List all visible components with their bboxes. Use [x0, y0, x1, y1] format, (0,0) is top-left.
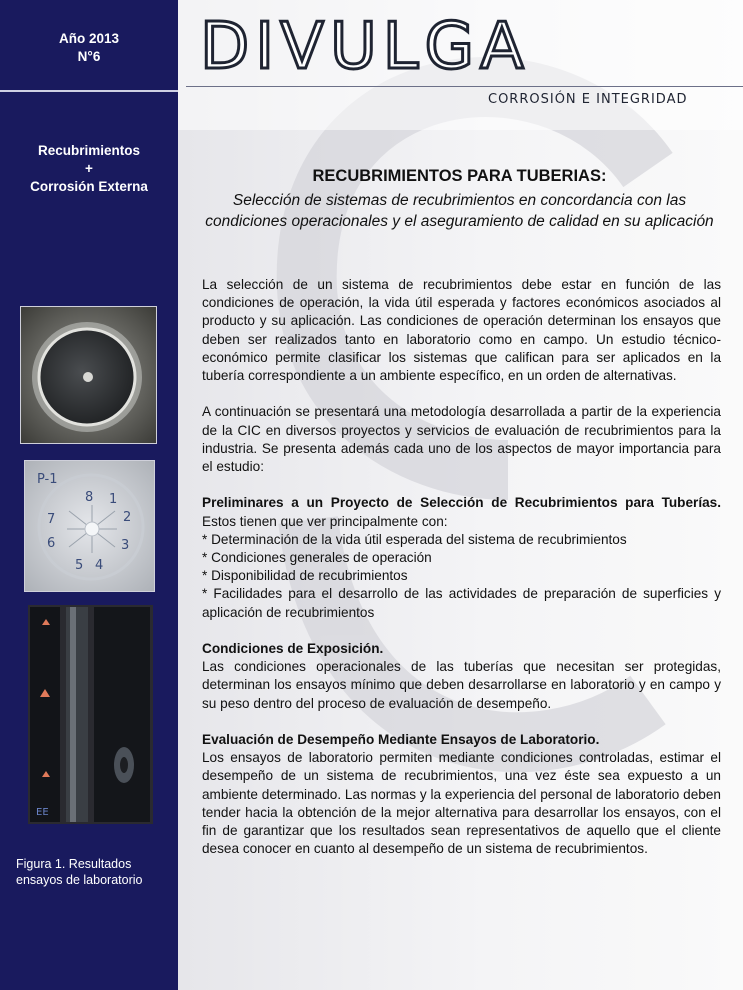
photo-label: 1: [109, 492, 118, 507]
sidebar: [0, 0, 178, 990]
section-heading: Preliminares a un Proyecto de Selección de Recubrimientos para Tuberías.: [202, 495, 721, 511]
paragraph: Los ensayos de laboratorio permiten mediante condiciones controladas, estimar el desempeño de un sistema de recubrimientos, una vez éste sea expuesto a un ambiente determinado. Las normas y la experiencia del personal de laboratorio deben tender hacia la obtención de la mejor alternativa para desarrollar los ensayos, con el fin de garantizar que los resultados sean representativos de aquello que el cliente desea conocer en cuanto al desempeño de un sistema de recubrimientos.: [202, 750, 721, 857]
list-item: * Disponibilidad de recubrimientos: [202, 568, 408, 584]
issue-year: Año 2013: [58, 31, 120, 46]
article-title: RECUBRIMIENTOS PARA TUBERIAS:: [312, 167, 607, 185]
issue-number: N°6: [77, 49, 101, 64]
section-heading: Condiciones de Exposición.: [202, 641, 384, 657]
photo-label: 8: [85, 490, 94, 505]
list-item: * Facilidades para el desarrollo de las actividades de preparación de superficies y aplicación de recubrimientos: [202, 586, 721, 620]
photo-coated-disc-image: [21, 307, 156, 443]
photo-coated-disc: [20, 306, 157, 444]
photo-label: 7: [47, 512, 56, 527]
section-intro: Estos tienen que ver principalmente con:: [202, 513, 448, 529]
section-heading: Evaluación de Desempeño Mediante Ensayos de Laboratorio.: [202, 732, 600, 748]
photo-coated-panels-image: [28, 605, 153, 824]
sidebar-divider: [0, 90, 178, 92]
masthead-divider: [186, 86, 743, 87]
masthead-subtitle: CORROSIÓN E INTEGRIDAD: [488, 92, 688, 107]
paragraph: Las condiciones operacionales de las tuberías que necesitan ser protegidas, determinan los ensayos mínimo que deben desarrollarse en laboratorio y en campo y su peso dentro del proceso de evaluación de desempeño.: [202, 659, 721, 711]
photo-x-cut-test-image: [25, 461, 154, 591]
issue-info: [0, 30, 178, 66]
topic-line: Recubrimientos: [37, 143, 141, 158]
photo-label: 4: [95, 558, 104, 573]
paragraph: A continuación se presentará una metodología desarrollada a partir de la experiencia de la CIC en diversos proyectos y servicios de evaluación de recubrimientos para la industria. Se presenta además cada uno de los aspectos de mayor importancia para el estudio:: [202, 404, 721, 475]
article-subtitle-line: Selección de sistemas de recubrimientos en concordancia con las: [232, 192, 687, 209]
photo-label: P-1: [37, 472, 58, 487]
topic-line: Corrosión Externa: [30, 179, 148, 194]
photo-coated-panels: [28, 605, 153, 824]
topic-label: [0, 142, 178, 196]
figure-caption-line: ensayos de laboratorio: [16, 873, 143, 887]
photo-label: 6: [47, 536, 56, 551]
topic-line: +: [85, 161, 93, 176]
list-item: * Determinación de la vida útil esperada del sistema de recubrimientos: [202, 531, 627, 547]
article-body: [202, 276, 721, 858]
article-subtitle-line: condiciones operacionales y el aseguramiento de calidad en su aplicación: [205, 213, 714, 230]
photo-label: EE: [36, 807, 49, 818]
photo-label: 2: [123, 510, 132, 525]
photo-x-cut-test: [24, 460, 155, 592]
paragraph: La selección de un sistema de recubrimientos debe estar en función de las condiciones de operación, la vida útil esperada y factores económicos asociados al producto y su aplicación. Las condiciones de operación determinan los ensayos que deben ser realizados tanto en laboratorio como en campo. Un estudio técnico-económico permite clasificar los sistemas que califican para ser aplicados en la tubería correspondiente a un ambiente específico, en un orden de alternativas.: [202, 277, 721, 384]
article-subtitle: [186, 190, 733, 232]
figure-caption-line: Figura 1. Resultados: [16, 857, 132, 871]
photo-label: 3: [121, 538, 130, 553]
section-preliminares: [202, 494, 721, 530]
photo-label: 5: [75, 558, 84, 573]
list-item: * Condiciones generales de operación: [202, 550, 432, 566]
figure-caption: [16, 856, 142, 888]
masthead-title: DIVULGA: [200, 10, 530, 84]
